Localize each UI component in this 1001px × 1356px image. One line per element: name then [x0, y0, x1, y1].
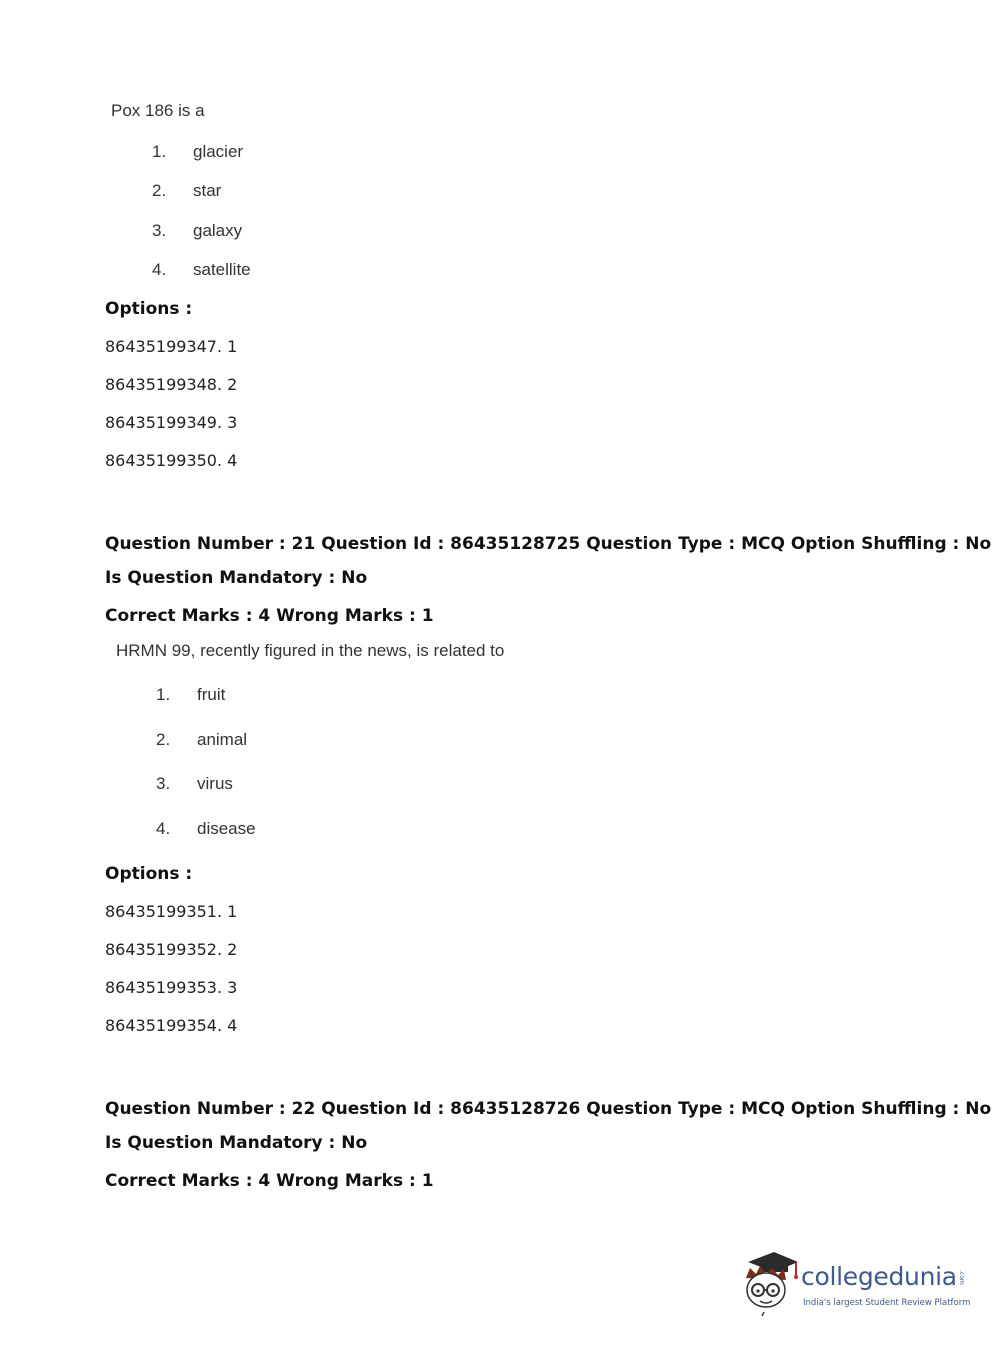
- choice-text: satellite: [193, 260, 251, 279]
- choice-number: 4.: [156, 819, 171, 838]
- choice-number: 4.: [152, 260, 167, 279]
- question-21-marks: Correct Marks : 4 Wrong Marks : 1: [105, 606, 434, 626]
- choice-text: disease: [197, 819, 256, 838]
- question-22-header: Question Number : 22 Question Id : 86435128726 Question Type : MCQ Option Shuffling : No: [105, 1099, 992, 1119]
- options-label: Options :: [105, 864, 193, 884]
- option-id: 86435199347. 1: [105, 337, 238, 356]
- choice-text: fruit: [197, 685, 226, 704]
- question-22-marks: Correct Marks : 4 Wrong Marks : 1: [105, 1171, 434, 1191]
- option-id: 86435199351. 1: [105, 902, 238, 921]
- choice-text: galaxy: [193, 221, 243, 240]
- logo-dotcom: .com: [958, 1270, 965, 1285]
- option-id: 86435199348. 2: [105, 375, 238, 394]
- logo-tagline: India's largest Student Review Platform: [803, 1298, 971, 1308]
- choice-text: star: [193, 181, 222, 200]
- collegedunia-mascot-icon: [740, 1248, 800, 1318]
- logo-wordmark: collegedunia: [801, 1262, 957, 1291]
- choice-number: 1.: [156, 685, 171, 704]
- option-id: 86435199354. 4: [105, 1016, 238, 1035]
- choice-number: 2.: [152, 181, 167, 200]
- options-label: Options :: [105, 299, 193, 319]
- option-id: 86435199352. 2: [105, 940, 238, 959]
- option-id: 86435199349. 3: [105, 413, 238, 432]
- choice-text: glacier: [193, 142, 244, 161]
- choice-number: 3.: [152, 221, 167, 240]
- option-id: 86435199350. 4: [105, 451, 238, 470]
- choice-number: 3.: [156, 774, 171, 793]
- question-22-mandatory: Is Question Mandatory : No: [105, 1133, 368, 1153]
- choice-number: 2.: [156, 730, 171, 749]
- choice-text: animal: [197, 730, 248, 749]
- question-21-text: HRMN 99, recently figured in the news, is related to: [116, 641, 505, 660]
- option-id: 86435199353. 3: [105, 978, 238, 997]
- question-20-text: Pox 186 is a: [111, 101, 205, 120]
- question-21-header: Question Number : 21 Question Id : 86435128725 Question Type : MCQ Option Shuffling : No: [105, 534, 992, 554]
- question-21-mandatory: Is Question Mandatory : No: [105, 568, 368, 588]
- choice-number: 1.: [152, 142, 167, 161]
- choice-text: virus: [197, 774, 233, 793]
